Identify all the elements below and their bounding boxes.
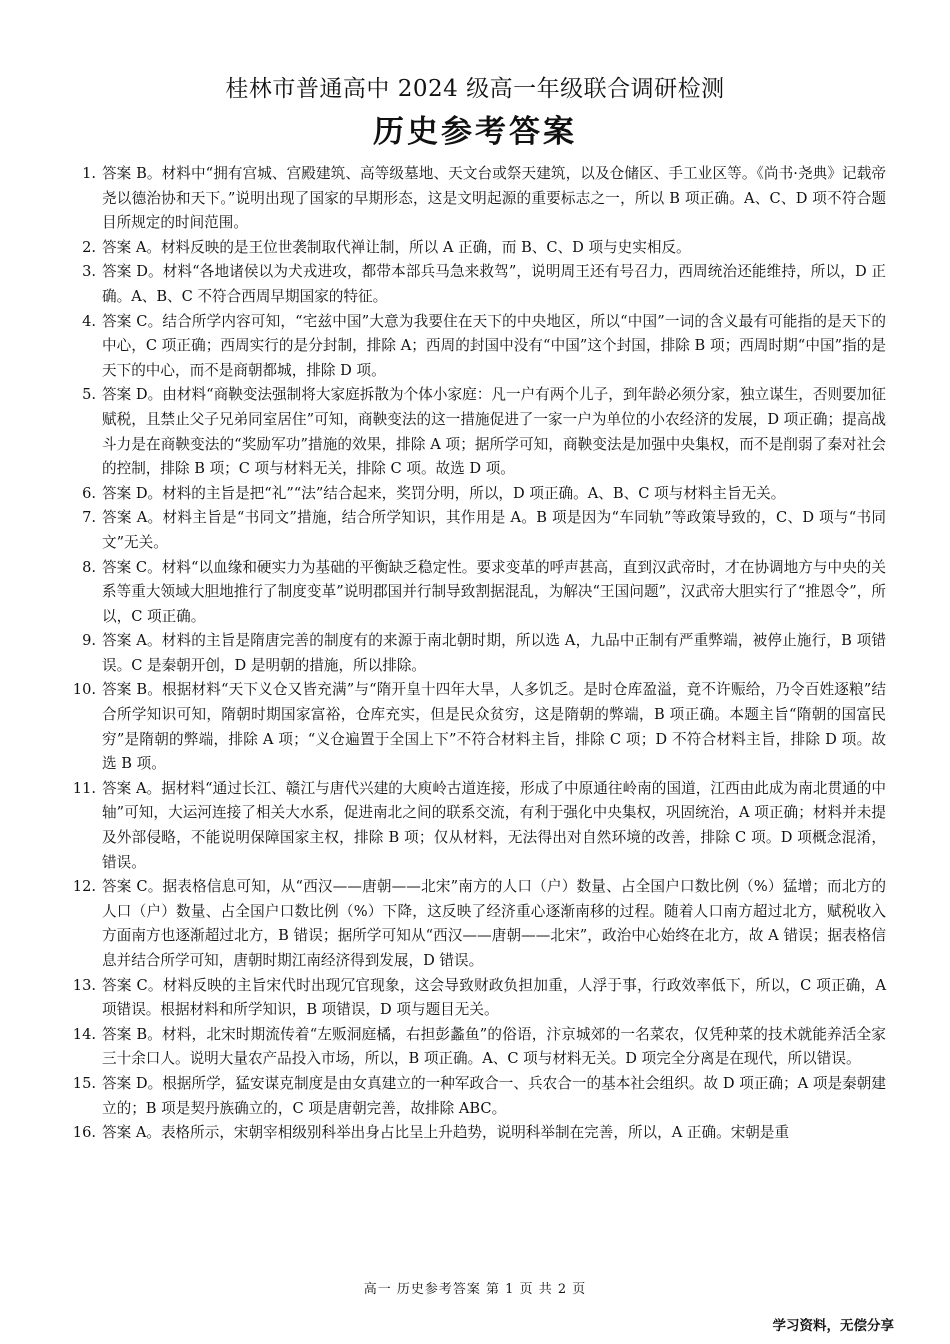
answer-number: 16. <box>72 1124 96 1142</box>
answer-item <box>66 506 886 555</box>
answer-number: 13. <box>72 976 96 994</box>
answer-item <box>66 236 886 261</box>
answer-number: 6. <box>82 484 96 502</box>
answer-item <box>66 974 886 1023</box>
answer-item <box>66 383 886 481</box>
answer-text: 答案 C。材料反映的主旨宋代时出现冗官现象，这会导致财政负担加重，人浮于事，行政效率低下，所以，C 项正确，A 项错误。根据材料和所学知识，B 项错误，D 项与题目无关。 <box>102 976 886 1019</box>
answer-item <box>66 1023 886 1072</box>
answer-text: 答案 D。根据所学，猛安谋克制度是由女真建立的一种军政合一、兵农合一的基本社会组织。故 D 项正确；A 项是秦朝建立的；B 项是契丹族确立的，C 项是唐朝完善，故排除 ABC。 <box>102 1074 886 1117</box>
answer-number: 10. <box>72 681 96 699</box>
answer-number: 5. <box>82 386 96 404</box>
answer-text: 答案 A。材料反映的是王位世袭制取代禅让制，所以 A 正确，而 B、C、D 项与史实相反。 <box>102 238 691 256</box>
answer-text: 答案 A。表格所示，宋朝宰相级别科举出身占比呈上升趋势，说明科举制在完善，所以，A 正确。宋朝是重 <box>102 1124 790 1142</box>
answer-text: 答案 D。材料“各地诸侯以为犬戎进攻，都带本部兵马急来救驾”，说明周王还有号召力，西周统治还能维持，所以，D 正确。A、B、C 不符合西周早期国家的特征。 <box>102 263 886 305</box>
answer-text: 答案 B。根据材料“天下义仓又皆充满”与“隋开皇十四年大旱，人多饥乏。是时仓库盈溢，竟不许赈给，乃令百姓逐粮”结合所学知识可知，隋朝时期国家富裕，仓库充实，但是民众贫穷，这是隋朝的弊端，B 项正确。本题主旨“隋朝的国富民穷”是隋朝的弊端，排除 A 项；“义仓遍置于全国上下”不符合材料主旨，排除 C 项；D 不符合材料主旨，排除 D 项。故选 B 项。 <box>102 681 886 773</box>
answer-text: 答案 C。结合所学内容可知，“宅兹中国”大意为我要住在天下的中央地区，所以“中国”一词的含义最有可能指的是天下的中心，C 项正确；西周实行的是分封制，排除 A；西周的封国中没有“中国”这个封国，排除 B 项；西周时期“中国”指的是天下的中心，而不是商朝都城，排除 D 项。 <box>102 312 886 379</box>
answer-text: 答案 C。据表格信息可知，从“西汉——唐朝——北宋”南方的人口（户）数量、占全国户口数比例（%）猛增；而北方的人口（户）数量、占全国户口数比例（%）下降，这反映了经济重心逐渐南移的过程。随着人口南方超过北方，赋税收入方面南方也逐渐超过北方，B 错误；据所学可知从“西汉——唐朝——北宋”，政治中心始终在北方，故 A 错误；据表格信息并结合所学可知，唐朝时期江南经济得到发展，D 错误。 <box>102 878 886 969</box>
answer-item <box>66 1121 886 1146</box>
answer-item <box>66 629 886 678</box>
answer-text: 答案 D。由材料“商鞅变法强制将大家庭拆散为个体小家庭：凡一户有两个儿子，到年龄必须分家，独立谋生，否则要加征赋税，且禁止父子兄弟同室居住”可知，商鞅变法的这一措施促进了一家一户为单位的小农经济的发展，D 项正确；提高战斗力是在商鞅变法的“奖励军功”措施的效果，排除 A 项；据所学可知，商鞅变法是加强中央集权，而不是削弱了秦对社会的控制，排除 B 项；C 项与材料无关，排除 C 项。故选 D 项。 <box>102 386 886 478</box>
answer-number: 2. <box>82 238 96 256</box>
answer-number: 4. <box>82 312 96 330</box>
answer-item <box>66 678 886 776</box>
answer-number: 11. <box>72 779 96 797</box>
answer-item <box>66 482 886 507</box>
answer-number: 14. <box>72 1025 96 1043</box>
answer-item <box>66 777 886 875</box>
answer-item <box>66 310 886 384</box>
answers-list <box>66 162 886 1146</box>
answer-text: 答案 A。据材料“通过长江、赣江与唐代兴建的大庾岭古道连接，形成了中原通往岭南的国道，江西由此成为南北贯通的中轴”可知，大运河连接了相关大水系，促进南北之间的联系交流，有利于强化中央集权，巩固统治，A 项正确；材料并未提及外部侵略，不能说明保障国家主权，排除 B 项；仅从材料，无法得出对自然环境的改善，排除 C 项。D 项概念混淆，错误。 <box>102 779 886 871</box>
answer-number: 7. <box>82 509 96 527</box>
answer-text: 答案 D。材料的主旨是把“礼”“法”结合起来，奖罚分明，所以，D 项正确。A、B、C 项与材料主旨无关。 <box>102 484 786 502</box>
answer-number: 1. <box>82 165 96 182</box>
answer-item <box>66 556 886 630</box>
answer-number: 8. <box>82 558 96 576</box>
answer-text: 答案 A。材料的主旨是隋唐完善的制度有的来源于南北朝时期，所以选 A，九品中正制有严重弊端，被停止施行，B 项错误。C 是秦朝开创，D 是明朝的措施，所以排除。 <box>102 632 886 674</box>
answer-number: 9. <box>82 632 96 650</box>
answer-text: 答案 B。材料，北宋时期流传着“左贩洞庭橘，右担彭蠡鱼”的俗语，汴京城郊的一名菜农，仅凭种菜的技术就能养活全家三十余口人。说明大量农产品投入市场，所以，B 项正确。A、C 项与材料无关。D 项完全分离是在现代，所以错误。 <box>102 1025 886 1068</box>
answer-item <box>66 162 886 236</box>
watermark-text: 学习资料，无偿分享 <box>772 1318 894 1334</box>
answer-text: 答案 B。材料中“拥有宫城、宫殿建筑、高等级墓地、天文台或祭天建筑，以及仓储区、手工业区等。《尚书·尧典》记载帝尧以德治协和天下。”说明出现了国家的早期形态，这是文明起源的重要标志之一，所以 B 项正确。A、C、D 项不符合题目所规定的时间范围。 <box>102 165 886 232</box>
answer-item <box>66 1072 886 1121</box>
exam-header-title: 桂林市普通高中 2024 级高一年级联合调研检测 <box>225 76 725 102</box>
answer-number: 15. <box>72 1074 96 1092</box>
answer-item <box>66 260 886 309</box>
answer-item <box>66 875 886 973</box>
page-footer: 高一 历史参考答案 第 1 页 共 2 页 <box>363 1282 587 1297</box>
answer-text: 答案 A。材料主旨是“书同文”措施，结合所学知识，其作用是 A。B 项是因为“车同轨”等政策导致的，C、D 项与“书同文”无关。 <box>102 509 886 551</box>
answer-number: 3. <box>82 263 96 281</box>
answer-number: 12. <box>72 878 96 896</box>
page-title: 历史参考答案 <box>373 114 577 150</box>
answer-text: 答案 C。材料“以血缘和硬实力为基础的平衡缺乏稳定性。要求变革的呼声甚高，直到汉武帝时，才在协调地方与中央的关系等重大领域大胆地推行了制度变革”说明郡国并行制导致割据混乱，为解决“王国问题”，汉武帝大胆实行了“推恩令”，所以，C 项正确。 <box>102 558 886 625</box>
